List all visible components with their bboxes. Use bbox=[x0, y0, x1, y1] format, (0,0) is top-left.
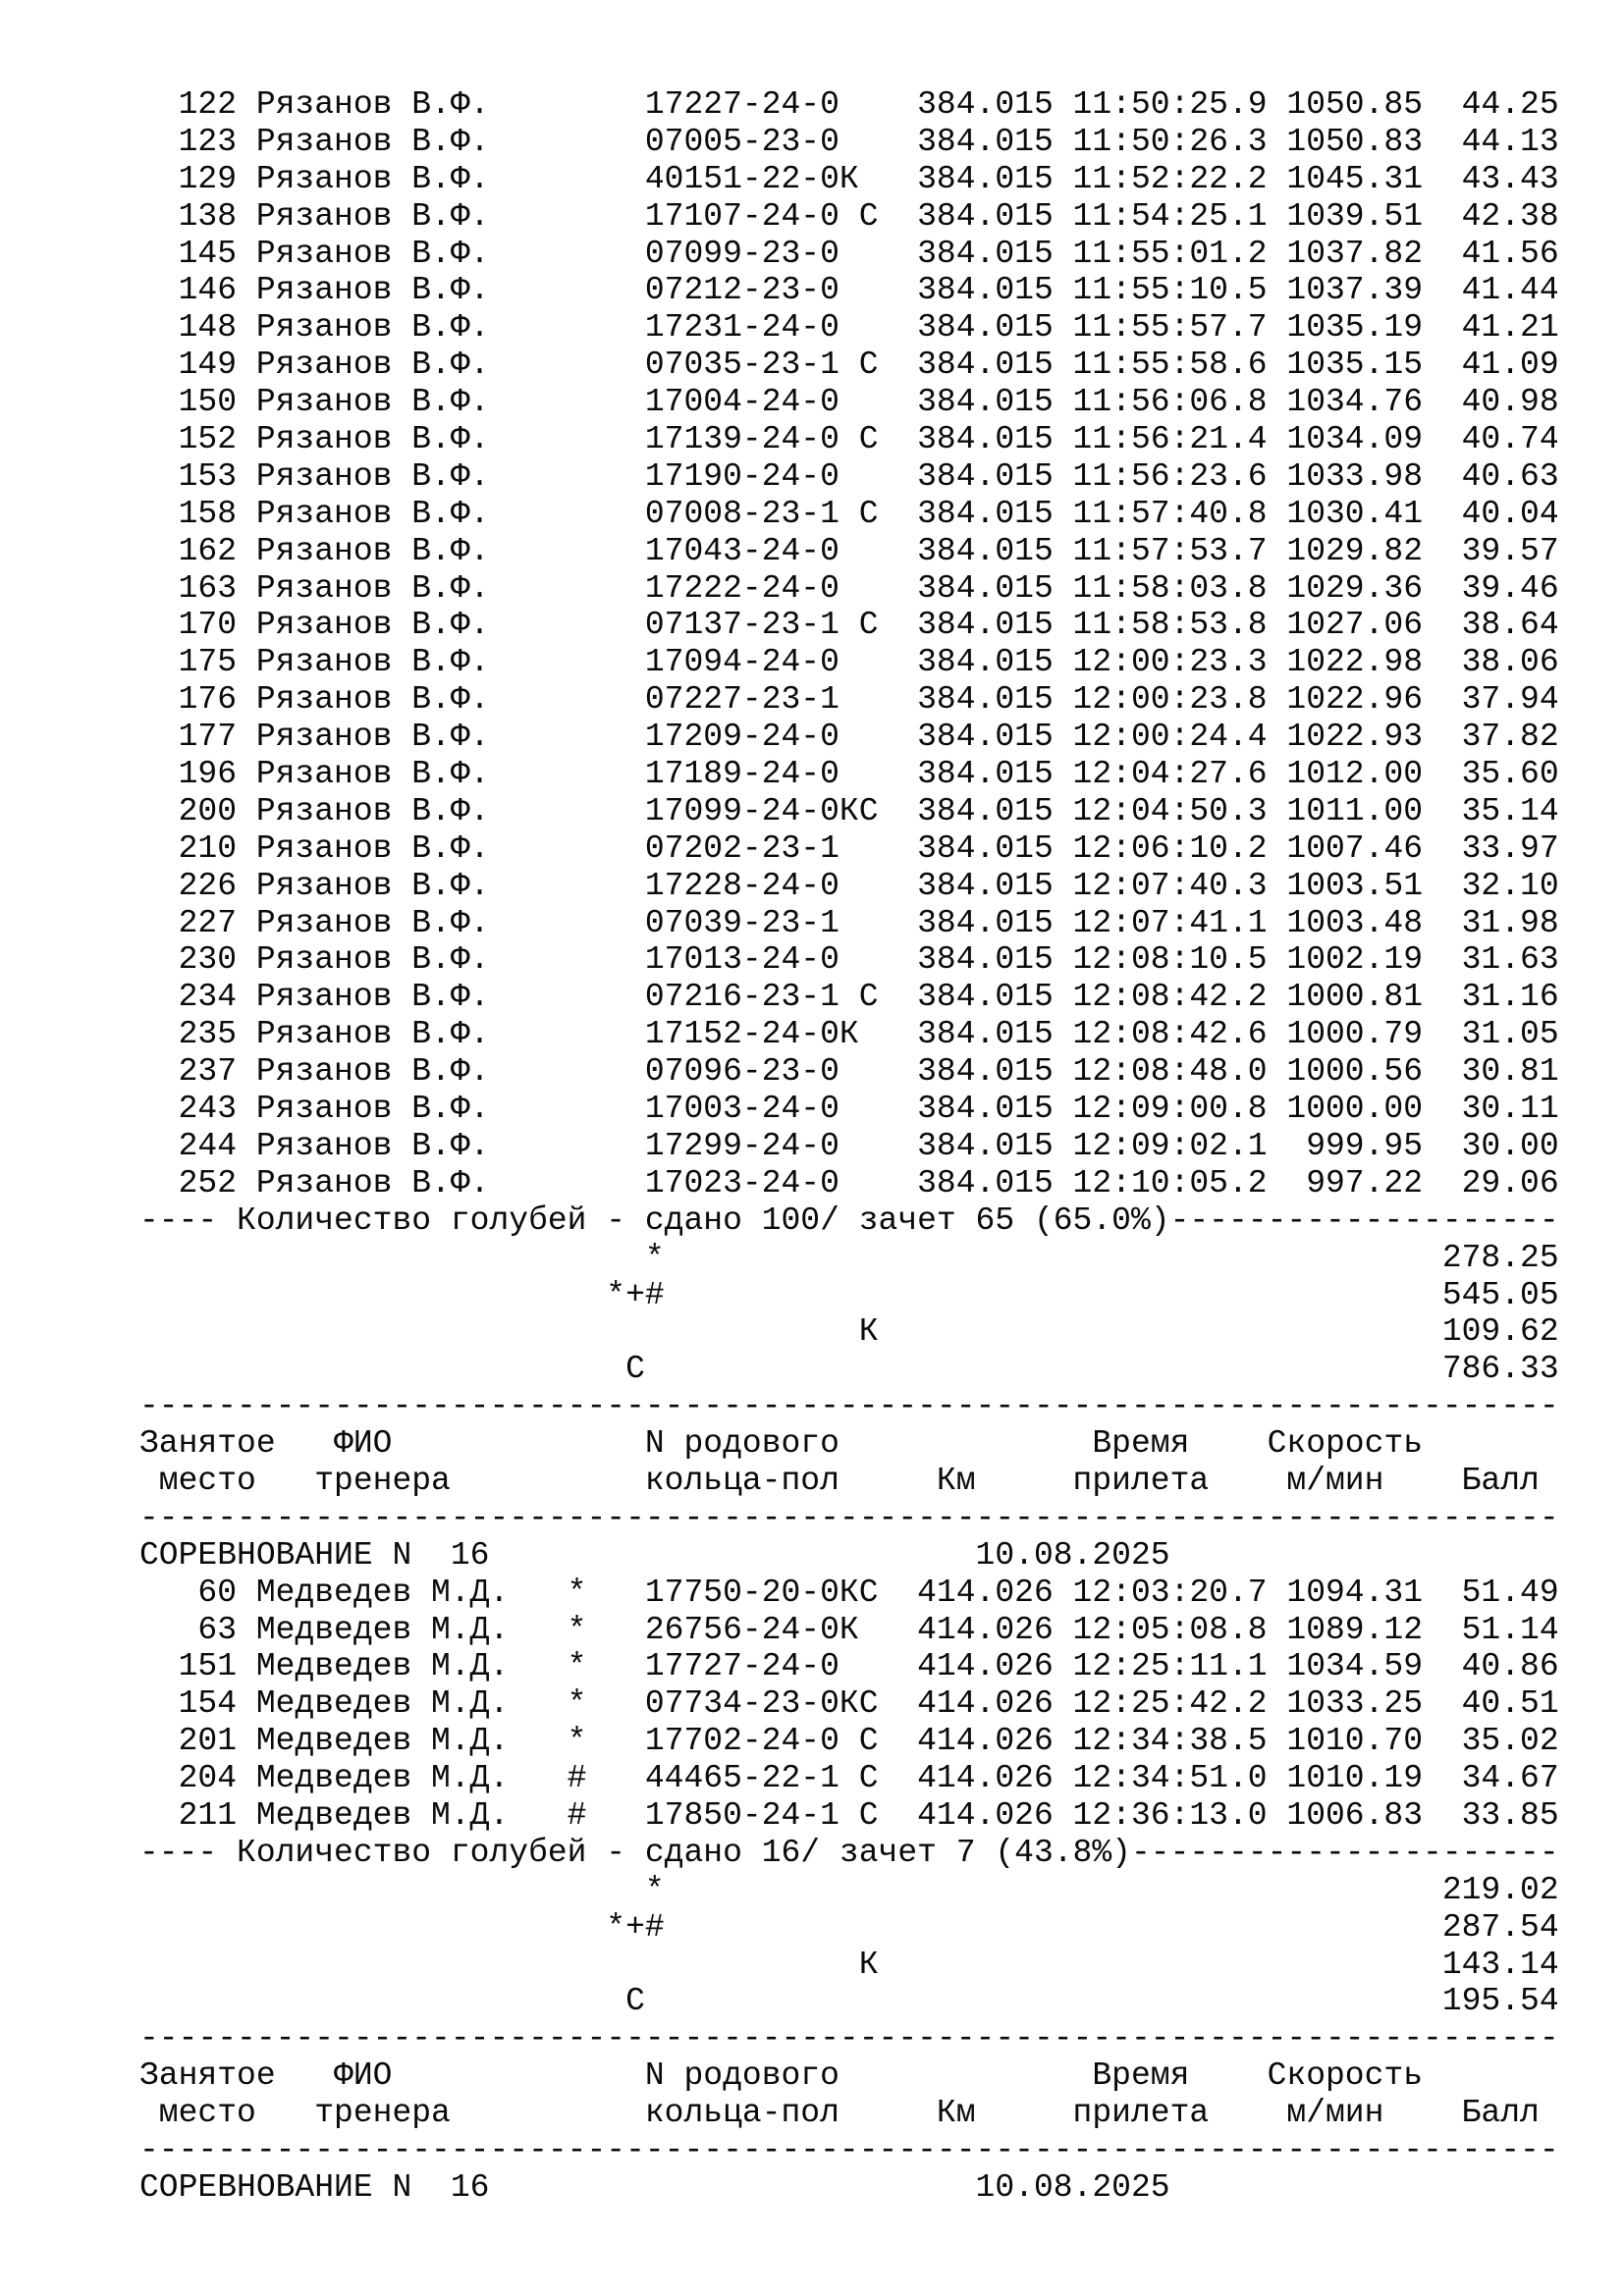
result-row: 60 Медведев М.Д. * 17750-20-0КС 414.026 12:03:20.7 1094.31 51.49 bbox=[139, 1574, 1559, 1611]
stat-line: К 109.62 bbox=[139, 1313, 1559, 1351]
divider-line: ------------------------------------------------------------------------- bbox=[139, 1388, 1559, 1425]
race-results-document bbox=[139, 86, 1559, 2207]
stat-line: *+# 545.05 bbox=[139, 1276, 1559, 1313]
result-row: 196 Рязанов В.Ф. 17189-24-0 384.015 12:04:27.6 1012.00 35.60 bbox=[139, 756, 1559, 793]
result-row: 235 Рязанов В.Ф. 17152-24-0К 384.015 12:08:42.6 1000.79 31.05 bbox=[139, 1016, 1559, 1053]
result-row: 153 Рязанов В.Ф. 17190-24-0 384.015 11:56:23.6 1033.98 40.63 bbox=[139, 457, 1559, 495]
competition-title-line: СОРЕВНОВАНИЕ N 16 10.08.2025 bbox=[139, 1536, 1170, 1574]
result-row: 177 Рязанов В.Ф. 17209-24-0 384.015 12:00:24.4 1022.93 37.82 bbox=[139, 719, 1559, 756]
result-row: 211 Медведев М.Д. # 17850-24-1 С 414.026 12:36:13.0 1006.83 33.85 bbox=[139, 1796, 1559, 1834]
result-row: 175 Рязанов В.Ф. 17094-24-0 384.015 12:00:23.3 1022.98 38.06 bbox=[139, 644, 1559, 681]
result-row: 243 Рязанов В.Ф. 17003-24-0 384.015 12:09:00.8 1000.00 30.11 bbox=[139, 1091, 1559, 1128]
result-row: 129 Рязанов В.Ф. 40151-22-0К 384.015 11:52:22.2 1045.31 43.43 bbox=[139, 160, 1559, 197]
divider-line: ------------------------------------------------------------------------- bbox=[139, 1499, 1559, 1536]
result-row: 151 Медведев М.Д. * 17727-24-0 414.026 12:25:11.1 1034.59 40.86 bbox=[139, 1648, 1559, 1685]
result-row: 150 Рязанов В.Ф. 17004-24-0 384.015 11:56:06.8 1034.76 40.98 bbox=[139, 384, 1559, 421]
result-row: 146 Рязанов В.Ф. 07212-23-0 384.015 11:55:10.5 1037.39 41.44 bbox=[139, 272, 1559, 309]
result-row: 148 Рязанов В.Ф. 17231-24-0 384.015 11:55:57.7 1035.19 41.21 bbox=[139, 309, 1559, 347]
result-row: 122 Рязанов В.Ф. 17227-24-0 384.015 11:50:25.9 1050.85 44.25 bbox=[139, 86, 1559, 123]
result-row: 204 Медведев М.Д. # 44465-22-1 С 414.026 12:34:51.0 1010.19 34.67 bbox=[139, 1760, 1559, 1797]
stat-line: С 195.54 bbox=[139, 1983, 1559, 2020]
result-row: 170 Рязанов В.Ф. 07137-23-1 С 384.015 11:58:53.8 1027.06 38.64 bbox=[139, 607, 1559, 644]
table-header-line2: место тренера кольца-пол Км прилета м/мин Балл bbox=[139, 2095, 1540, 2132]
stat-line: *+# 287.54 bbox=[139, 1908, 1559, 1946]
pigeon-count-line: ---- Количество голубей - сдано 16/ зачет 7 (43.8%)---------------------- bbox=[139, 1834, 1559, 1871]
stat-line: * 278.25 bbox=[139, 1239, 1559, 1276]
stat-line: К 143.14 bbox=[139, 1946, 1559, 1983]
result-row: 154 Медведев М.Д. * 07734-23-0КС 414.026 12:25:42.2 1033.25 40.51 bbox=[139, 1685, 1559, 1723]
result-row: 200 Рязанов В.Ф. 17099-24-0КС 384.015 12:04:50.3 1011.00 35.14 bbox=[139, 792, 1559, 829]
stat-line: С 786.33 bbox=[139, 1351, 1559, 1388]
result-row: 230 Рязанов В.Ф. 17013-24-0 384.015 12:08:10.5 1002.19 31.63 bbox=[139, 941, 1559, 979]
stat-line: * 219.02 bbox=[139, 1871, 1559, 1908]
result-row: 234 Рязанов В.Ф. 07216-23-1 С 384.015 12:08:42.2 1000.81 31.16 bbox=[139, 979, 1559, 1016]
result-row: 63 Медведев М.Д. * 26756-24-0К 414.026 12:05:08.8 1089.12 51.14 bbox=[139, 1611, 1559, 1648]
result-row: 244 Рязанов В.Ф. 17299-24-0 384.015 12:09:02.1 999.95 30.00 bbox=[139, 1127, 1559, 1164]
result-row: 226 Рязанов В.Ф. 17228-24-0 384.015 12:07:40.3 1003.51 32.10 bbox=[139, 867, 1559, 904]
divider-line: ------------------------------------------------------------------------- bbox=[139, 2131, 1559, 2168]
divider-line: ------------------------------------------------------------------------- bbox=[139, 2020, 1559, 2057]
result-row: 145 Рязанов В.Ф. 07099-23-0 384.015 11:55:01.2 1037.82 41.56 bbox=[139, 235, 1559, 272]
table-header-line1: Занятое ФИО N родового Время Скорость bbox=[139, 2057, 1424, 2095]
result-row: 123 Рязанов В.Ф. 07005-23-0 384.015 11:50:26.3 1050.83 44.13 bbox=[139, 123, 1559, 160]
result-row: 163 Рязанов В.Ф. 17222-24-0 384.015 11:58:03.8 1029.36 39.46 bbox=[139, 569, 1559, 607]
result-row: 210 Рязанов В.Ф. 07202-23-1 384.015 12:06:10.2 1007.46 33.97 bbox=[139, 829, 1559, 867]
result-row: 176 Рязанов В.Ф. 07227-23-1 384.015 12:00:23.8 1022.96 37.94 bbox=[139, 681, 1559, 719]
result-row: 252 Рязанов В.Ф. 17023-24-0 384.015 12:10:05.2 997.22 29.06 bbox=[139, 1164, 1559, 1201]
result-row: 162 Рязанов В.Ф. 17043-24-0 384.015 11:57:53.7 1029.82 39.57 bbox=[139, 532, 1559, 569]
result-row: 237 Рязанов В.Ф. 07096-23-0 384.015 12:08:48.0 1000.56 30.81 bbox=[139, 1053, 1559, 1091]
table-header-line2: место тренера кольца-пол Км прилета м/мин Балл bbox=[139, 1462, 1540, 1499]
result-row: 158 Рязанов В.Ф. 07008-23-1 С 384.015 11:57:40.8 1030.41 40.04 bbox=[139, 495, 1559, 532]
result-row: 149 Рязанов В.Ф. 07035-23-1 С 384.015 11:55:58.6 1035.15 41.09 bbox=[139, 347, 1559, 384]
result-row: 152 Рязанов В.Ф. 17139-24-0 С 384.015 11:56:21.4 1034.09 40.74 bbox=[139, 421, 1559, 458]
result-row: 227 Рязанов В.Ф. 07039-23-1 384.015 12:07:41.1 1003.48 31.98 bbox=[139, 904, 1559, 941]
competition-title-line: СОРЕВНОВАНИЕ N 16 10.08.2025 bbox=[139, 2168, 1170, 2206]
table-header-line1: Занятое ФИО N родового Время Скорость bbox=[139, 1425, 1424, 1463]
result-row: 138 Рязанов В.Ф. 17107-24-0 С 384.015 11:54:25.1 1039.51 42.38 bbox=[139, 197, 1559, 235]
result-row: 201 Медведев М.Д. * 17702-24-0 С 414.026 12:34:38.5 1010.70 35.02 bbox=[139, 1723, 1559, 1760]
pigeon-count-line: ---- Количество голубей - сдано 100/ зачет 65 (65.0%)-------------------- bbox=[139, 1201, 1559, 1239]
